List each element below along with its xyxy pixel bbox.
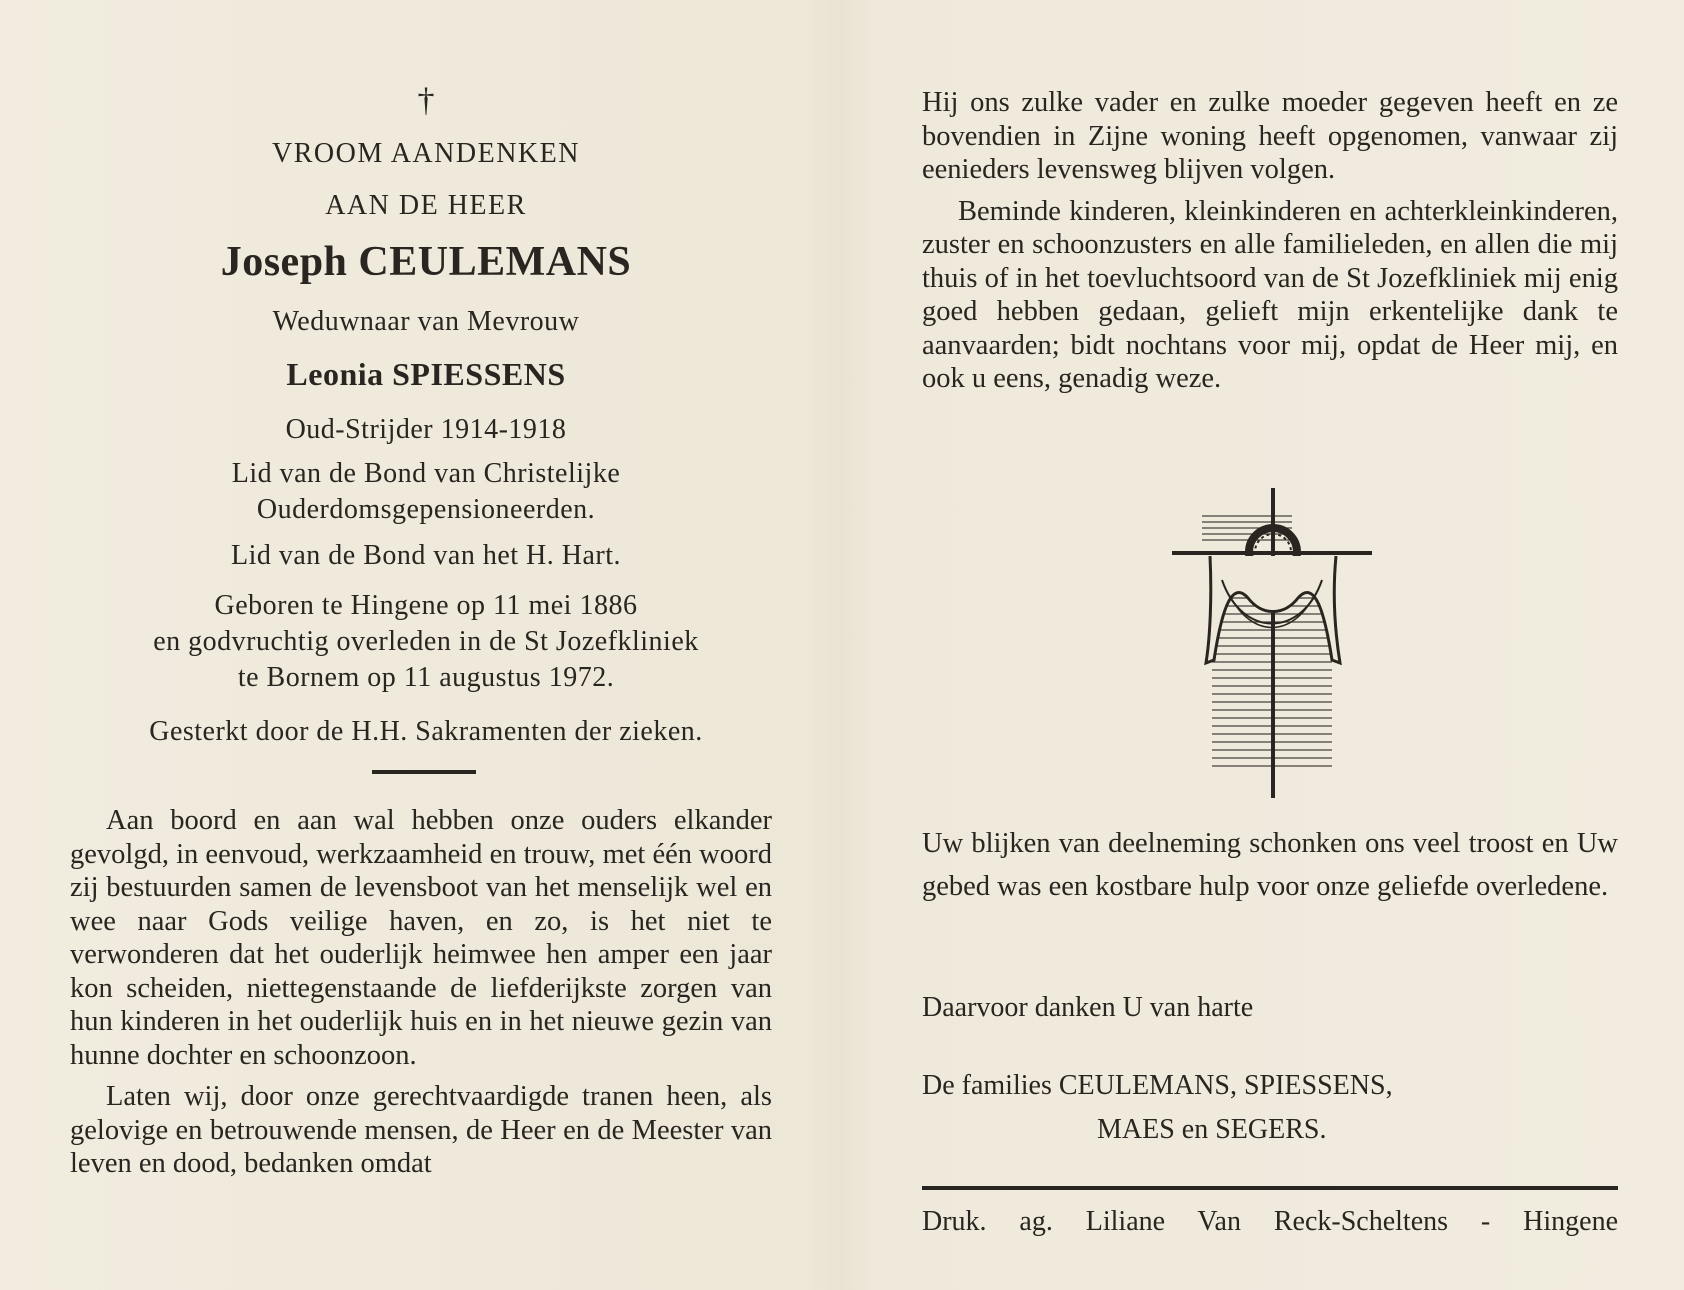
gratitude-line: Daarvoor danken U van harte xyxy=(922,992,1254,1023)
born-line-2: en godvruchtig overleden in de St Jozefkliniek xyxy=(153,626,699,657)
membership-2: Lid van de Bond van het H. Hart. xyxy=(230,540,622,571)
right-paragraph-2: Beminde kinderen, kleinkinderen en achterkleinkinderen, zuster en schoonzusters en alle familieleden, en allen die mij thuis of in het toevluchtsoord van de St Jozefkliniek mij enig goed hebben gedaan, gelieft mijn erkentelijke dank te aanvaarden; bidt nochtans voor mij, opdat de Heer mij, en ook u eens, genadig weze. xyxy=(922,195,1618,394)
footer-rule xyxy=(922,1186,1618,1190)
right-body xyxy=(922,86,1618,396)
born-line-1: Geboren te Hingene op 11 mei 1886 xyxy=(214,590,638,621)
divider xyxy=(372,770,476,774)
cross-with-shroud-icon xyxy=(1172,488,1372,798)
widower-of: Weduwnaar van Mevrouw xyxy=(272,306,580,337)
spouse-name: Leonia SPIESSENS xyxy=(286,356,566,392)
left-body xyxy=(70,804,772,1181)
veteran-line: Oud-Strijder 1914-1918 xyxy=(285,414,567,445)
membership-1-line-1: Lid van de Bond van Christelijke xyxy=(231,458,621,489)
sacraments-line: Gesterkt door de H.H. Sakramenten der zieken. xyxy=(149,716,703,747)
left-paragraph-2: Laten wij, door onze gerechtvaardigde tranen heen, als gelovige en betrouwende mensen, de Heer en de Meester van leven en dood, bedanken omdat xyxy=(70,1081,772,1179)
header-line-1: VROOM AANDENKEN xyxy=(272,138,580,169)
header-line-2: AAN DE HEER xyxy=(325,190,527,221)
deceased-name: Joseph CEULEMANS xyxy=(220,239,632,285)
left-paragraph-1: Aan boord en aan wal hebben onze ouders elkander gevolgd, in eenvoud, werkzaamheid en trouw, met één woord zij bestuurden samen de levensboot van het menselijk wel en wee naar Gods veilige haven, en zo, is het niet te verwonderen dat het ouderlijk heimwee hen amper een jaar kon scheiden, niettegenstaande de liefderijkste zorgen van hun kinderen in het ouderlijk huis en in het nieuwe gezin van hunne dochter en schoonzoon. xyxy=(70,805,772,1071)
cross-icon: † xyxy=(417,82,435,119)
families-line-1: De families CEULEMANS, SPIESSENS, xyxy=(922,1070,1393,1101)
membership-1-line-2: Ouderdomsgepensioneerden. xyxy=(256,494,596,525)
printer-line: Druk. ag. Liliane Van Reck-Scheltens - Hingene xyxy=(922,1206,1618,1237)
born-line-3: te Bornem op 11 augustus 1972. xyxy=(237,662,615,693)
right-paragraph-1: Hij ons zulke vader en zulke moeder gegeven heeft en ze bovendien in Zijne woning heeft opgenomen, vanwaar zij eenieders levensweg blijven volgen. xyxy=(922,87,1618,185)
families-line-2: MAES en SEGERS. xyxy=(1097,1114,1327,1145)
thanks-paragraph: Uw blijken van deelneming schonken ons veel troost en Uw gebed was een kostbare hulp voor onze geliefde overledene. xyxy=(922,828,1618,902)
